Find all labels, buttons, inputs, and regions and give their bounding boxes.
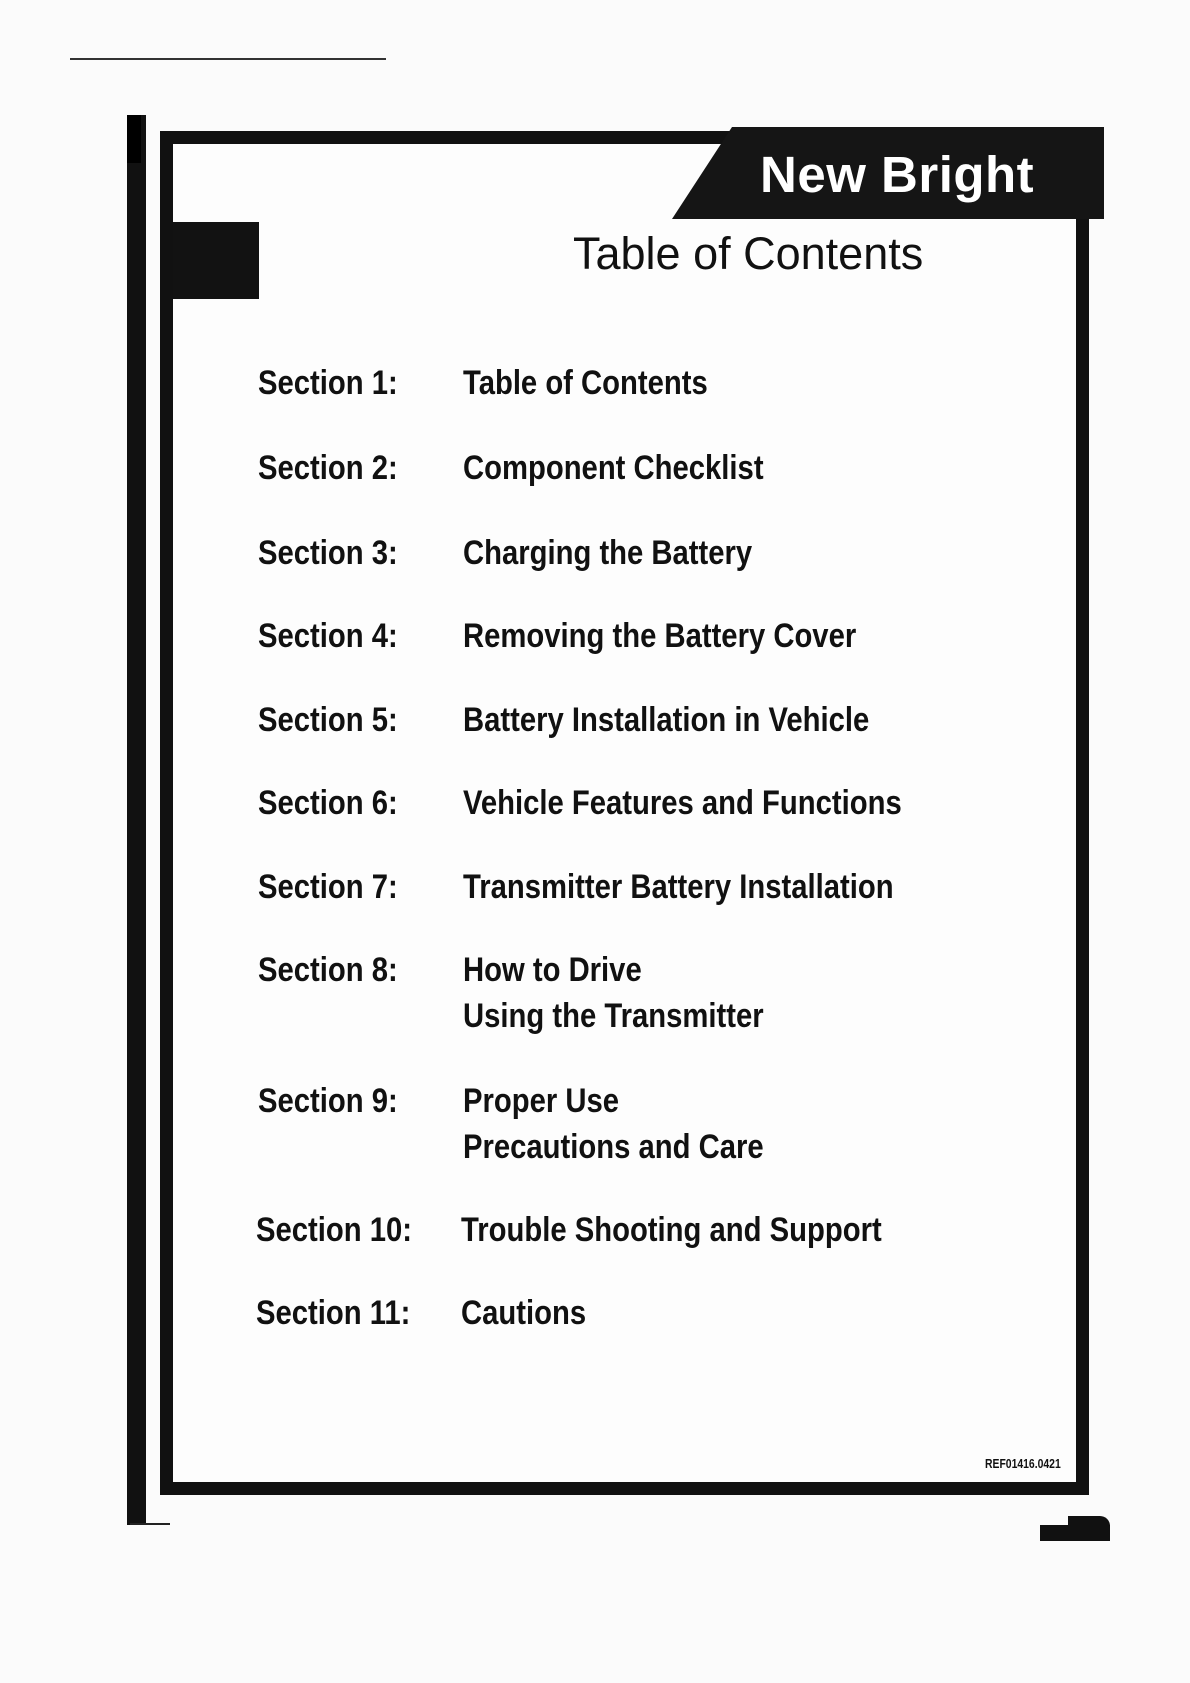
toc-section-title: Cautions bbox=[461, 1294, 587, 1332]
toc-section-label: Section 4: bbox=[258, 617, 398, 655]
toc-section-label: Section 7: bbox=[258, 868, 398, 906]
toc-section-title: Trouble Shooting and Support bbox=[461, 1211, 882, 1249]
toc-section-label: Section 3: bbox=[258, 534, 398, 572]
toc-section-label: Section 1: bbox=[258, 364, 398, 402]
toc-section-label: Section 8: bbox=[258, 951, 398, 989]
toc-section-label: Section 9: bbox=[258, 1082, 398, 1120]
toc-section-title: Battery Installation in Vehicle bbox=[463, 701, 870, 739]
left-bar-notch bbox=[127, 115, 141, 163]
toc-section-label: Section 2: bbox=[258, 449, 398, 487]
left-tab-block bbox=[173, 222, 259, 299]
toc-section-title: Charging the Battery bbox=[463, 534, 753, 572]
toc-section-label: Section 11: bbox=[256, 1294, 411, 1332]
toc-section-title: Vehicle Features and Functions bbox=[463, 784, 902, 822]
toc-section-title: Transmitter Battery Installation bbox=[463, 868, 894, 906]
toc-section-label: Section 10: bbox=[256, 1211, 412, 1249]
corner-mark-base bbox=[1040, 1525, 1110, 1541]
bottom-hook-line bbox=[130, 1523, 170, 1525]
toc-section-title: Component Checklist bbox=[463, 449, 764, 487]
toc-section-title: Removing the Battery Cover bbox=[463, 617, 857, 655]
left-binding-bar bbox=[127, 115, 146, 1525]
toc-section-title-line2: Using the Transmitter bbox=[463, 997, 764, 1035]
top-rule bbox=[70, 58, 386, 60]
toc-section-title-line2: Precautions and Care bbox=[463, 1128, 764, 1166]
reference-code: REF01416.0421 bbox=[985, 1456, 1061, 1471]
toc-section-title: Table of Contents bbox=[463, 364, 708, 402]
toc-section-label: Section 5: bbox=[258, 701, 398, 739]
brand-logo: New Bright bbox=[760, 146, 1035, 203]
toc-section-title: Proper Use bbox=[463, 1082, 620, 1120]
page-title: Table of Contents bbox=[573, 228, 924, 279]
toc-section-label: Section 6: bbox=[258, 784, 398, 822]
toc-section-title: How to Drive bbox=[463, 951, 642, 989]
